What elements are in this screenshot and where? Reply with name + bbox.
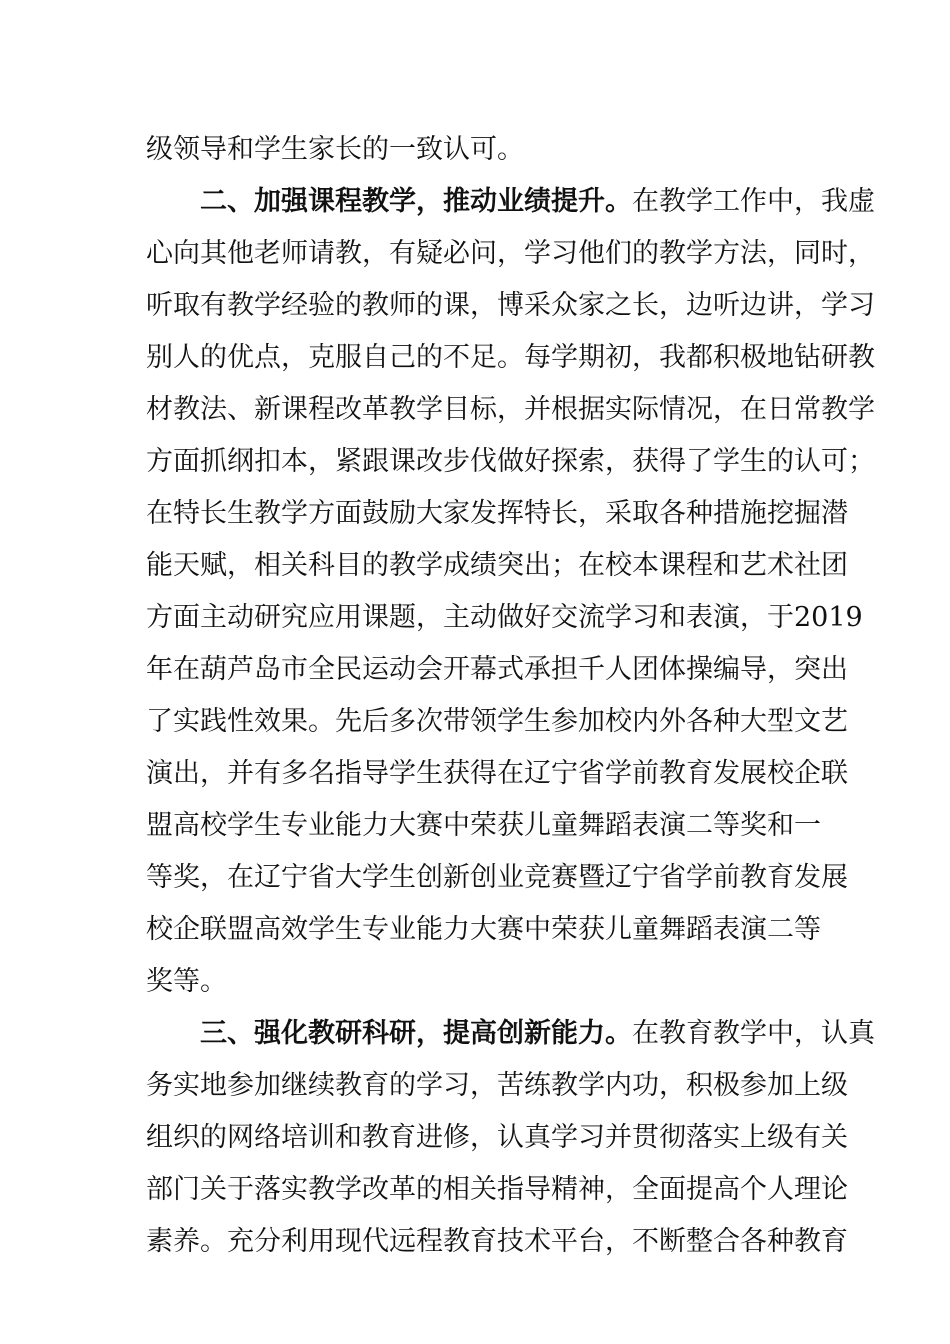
paragraph-2-heading: 二、加强课程教学，推动业绩提升。	[200, 186, 632, 217]
text-line-4: 听取有教学经验的教师的课，博采众家之长，边听边讲，学习	[146, 290, 875, 321]
text-line-15: 等奖，在辽宁省大学生创新创业竞赛暨辽宁省学前教育发展	[146, 862, 848, 893]
text-line-14: 盟高校学生专业能力大赛中荣获儿童舞蹈表演二等奖和一	[146, 810, 821, 841]
text-line-11: 年在葫芦岛市全民运动会开幕式承担千人团体操编导，突出	[146, 654, 848, 685]
text-line-16: 校企联盟高效学生专业能力大赛中荣获儿童舞蹈表演二等	[146, 914, 821, 945]
text-line-19: 务实地参加继续教育的学习，苦练教学内功，积极参加上级	[146, 1070, 848, 1101]
paragraph-2-first-line	[200, 176, 875, 228]
text-line-9: 能天赋，相关科目的教学成绩突出；在校本课程和艺术社团	[146, 550, 848, 581]
text-line-10: 方面主动研究应用课题，主动做好交流学习和表演，于2019	[146, 602, 863, 633]
text-line-17: 奖等。	[146, 966, 227, 997]
text-line-22: 素养。充分利用现代远程教育技术平台，不断整合各种教育	[146, 1226, 848, 1257]
text-line-6: 材教法、新课程改革教学目标，并根据实际情况，在日常教学	[146, 394, 875, 425]
text-line-1: 级领导和学生家长的一致认可。	[146, 134, 524, 165]
text-line-7: 方面抓纲扣本，紧跟课改步伐做好探索，获得了学生的认可；	[146, 446, 875, 477]
paragraph-3-heading: 三、强化教研科研，提高创新能力。	[200, 1018, 632, 1049]
text-line-12: 了实践性效果。先后多次带领学生参加校内外各种大型文艺	[146, 706, 848, 737]
text-line-8: 在特长生教学方面鼓励大家发挥特长，采取各种措施挖掘潜	[146, 498, 848, 529]
paragraph-2-lead: 在教学工作中，我虚	[632, 186, 875, 217]
paragraph-3-lead: 在教育教学中，认真	[632, 1018, 875, 1049]
text-line-5: 别人的优点，克服自己的不足。每学期初，我都积极地钻研教	[146, 342, 875, 373]
text-line-20: 组织的网络培训和教育进修，认真学习并贯彻落实上级有关	[146, 1122, 848, 1153]
text-line-13: 演出，并有多名指导学生获得在辽宁省学前教育发展校企联	[146, 758, 848, 789]
paragraph-3-first-line	[200, 1008, 875, 1060]
text-line-3: 心向其他老师请教，有疑必问，学习他们的教学方法，同时，	[146, 238, 875, 269]
text-line-21: 部门关于落实教学改革的相关指导精神，全面提高个人理论	[146, 1174, 848, 1205]
